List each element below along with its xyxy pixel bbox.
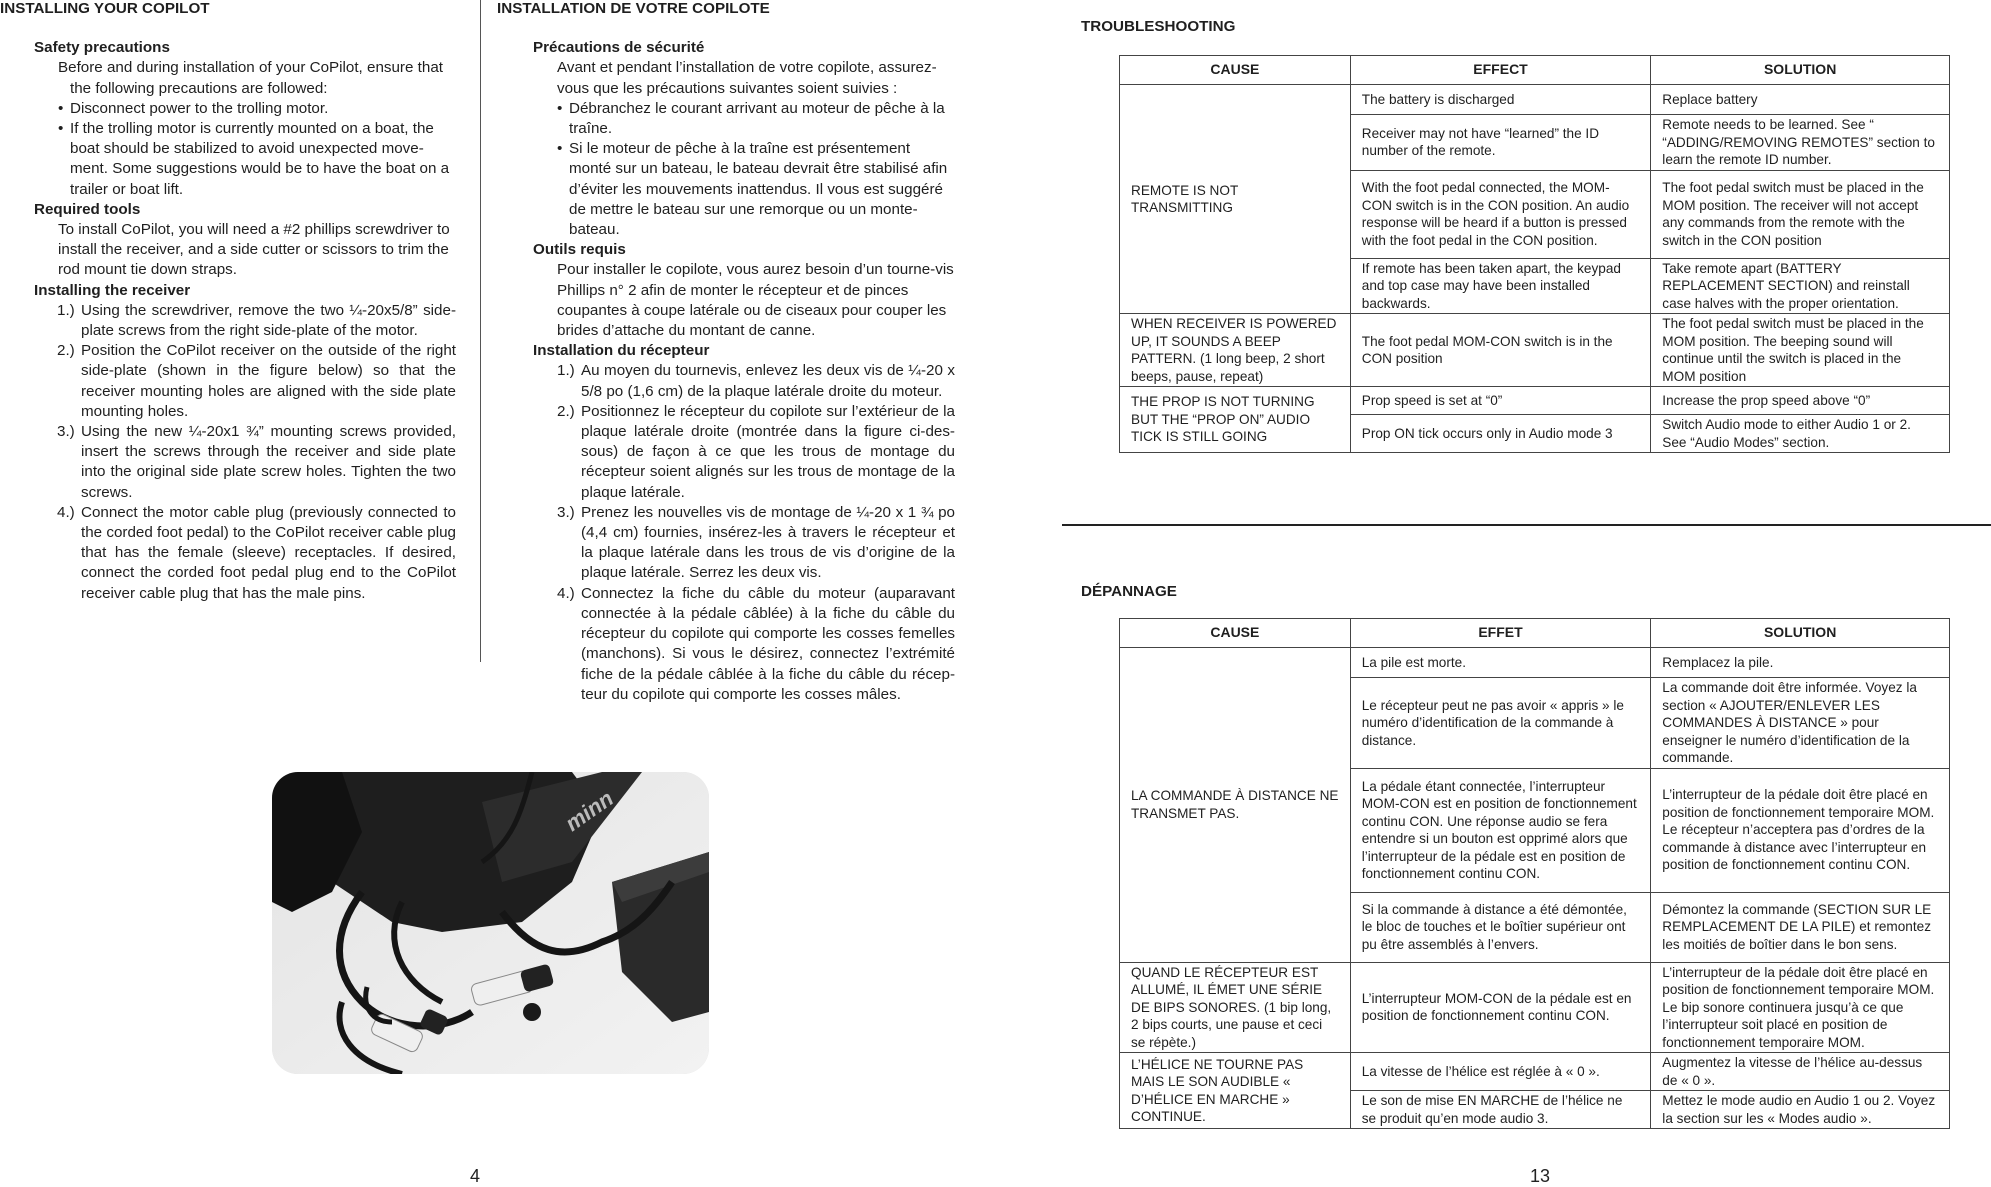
effect-cell: Si la commande à distance a été démontée, le bloc de touches et le boîtier supérieur ont pu être assemblés à l’envers. (1350, 892, 1651, 962)
table-header-row (1120, 619, 1950, 648)
list-item: 4.) Connect the motor cable plug (previously connected to the corded foot pedal) to the CoPilot receiver cable plug that has the female (sleeve) receptacles. If desired, connect the corded foot pedal plug end to the CoPilot receiver cable plug that has the male pins. (57, 503, 456, 602)
safety-intro-1: Before and during installation of your CoPilot, ensure that (58, 59, 443, 77)
solution-cell: La commande doit être informée. Voyez la section « AJOUTER/ENLEVER LES COMMANDES À DISTANCE » pour enseigner le numéro d’identification de la commande. (1651, 678, 1950, 769)
solution-cell: Replace battery (1651, 85, 1950, 115)
cause-cell: REMOTE IS NOT TRANSMITTING (1120, 85, 1351, 314)
table-header-row (1120, 56, 1950, 85)
receiver-heading: Installing the receiver (34, 281, 191, 299)
installing-title: INSTALLING YOUR COPILOT (0, 0, 210, 17)
safety-intro-fr: Avant et pendant l’installation de votre copilote, assurez-vous que les précautions suivantes soient suivies : (557, 59, 937, 97)
page-number-left: 4 (470, 1166, 481, 1186)
tools-text: To install CoPilot, you will need a #2 phillips screwdriver to install the receiver, and a side cutter or scissors to trim the rod mount tie down straps. (58, 221, 450, 279)
table-row (1120, 387, 1950, 415)
cause-cell: QUAND LE RÉCEPTEUR EST ALLUMÉ, IL ÉMET UNE SÉRIE DE BIPS SONORES. (1 bip long, 2 bips courts, une pause et ceci se répète.) (1120, 962, 1351, 1053)
effect-cell: L’interrupteur MOM-CON de la pédale est en position de fonctionnement continu CON. (1350, 962, 1651, 1053)
header-solution: SOLUTION (1651, 619, 1950, 648)
effect-cell: La vitesse de l’hélice est réglée à « 0 ». (1350, 1053, 1651, 1091)
effect-cell: Le son de mise EN MARCHE de l’hélice ne se produit qu’en mode audio 3. (1350, 1091, 1651, 1129)
effect-cell: Le récepteur peut ne pas avoir « appris » le numéro d’identification de la commande à distance. (1350, 678, 1651, 769)
list-item: 1.) Using the screwdriver, remove the two ¼-20x5/8” side-plate screws from the right side-plate of the motor. (57, 301, 456, 340)
effect-cell: Prop ON tick occurs only in Audio mode 3 (1350, 415, 1651, 453)
safety-heading: Safety precautions (34, 39, 170, 57)
french-steps-list (497, 361, 955, 704)
page-number-right: 13 (1530, 1166, 1551, 1186)
solution-cell: Mettez le mode audio en Audio 1 ou 2. Voyez la section sur les « Modes audio ». (1651, 1091, 1950, 1129)
safety-heading-fr: Précautions de sécurité (533, 39, 705, 57)
solution-cell: Take remote apart (BATTERY REPLACEMENT SECTION) and reinstall case halves with the proper orientation. (1651, 258, 1950, 314)
cause-cell: WHEN RECEIVER IS POWERED UP, IT SOUNDS A BEEP PATTERN. (1 long beep, 2 short beeps, pause, repeat) (1120, 314, 1351, 387)
tools-heading-fr: Outils requis (533, 241, 626, 259)
solution-cell: Remplacez la pile. (1651, 648, 1950, 678)
header-cause: CAUSE (1120, 56, 1351, 85)
solution-cell: L’interrupteur de la pédale doit être placé en position de fonctionnement temporaire MOM. Le bip sonore continuera jusqu’à ce que l’interrupteur soit placé en position de fonctionnement temporaire MOM. (1651, 962, 1950, 1053)
header-effect: EFFECT (1350, 56, 1651, 85)
table-row (1120, 648, 1950, 678)
effect-cell: With the foot pedal connected, the MOM-CON switch is in the CON position. An audio response will be heard if a button is pressed with the foot pedal in the CON position. (1350, 170, 1651, 258)
solution-cell: The foot pedal switch must be placed in the MOM position. The beeping sound will continue until the switch is placed in the MOM position (1651, 314, 1950, 387)
table-row (1120, 1053, 1950, 1091)
header-effect: EFFET (1350, 619, 1651, 648)
cause-cell: THE PROP IS NOT TURNING BUT THE “PROP ON” AUDIO TICK IS STILL GOING (1120, 387, 1351, 453)
effect-cell: La pile est morte. (1350, 648, 1651, 678)
effect-cell: The foot pedal MOM-CON switch is in the CON position (1350, 314, 1651, 387)
list-item: 2.) Positionnez le récepteur du copilote sur l’extérieur de la plaque latérale droite (montrée dans la figure ci-des-sous) de façon à ce que les trous de montage du récepteur soient alignés sur les trous de montage de la plaque latérale. (557, 402, 955, 501)
table-row (1120, 962, 1950, 1053)
installation-title-fr: INSTALLATION DE VOTRE COPILOTE (497, 0, 770, 17)
tools-text-fr: Pour installer le copilote, vous aurez besoin d’un tourne-vis Phillips n° 2 afin de monter le récepteur et de pinces coupantes à coupe latérale ou de ciseaux pour couper les brides d’attache du montant de canne. (557, 261, 954, 340)
effect-cell: If remote has been taken apart, the keypad and top case may have been installed backwards. (1350, 258, 1651, 314)
section-divider (1062, 524, 1991, 526)
receiver-installation-photo (272, 772, 709, 1074)
depannage-title: DÉPANNAGE (1081, 583, 1177, 600)
header-solution: SOLUTION (1651, 56, 1950, 85)
photo-brand-label: minn (560, 785, 618, 837)
solution-cell: Démontez la commande (SECTION SUR LE REMPLACEMENT DE LA PILE) et remontez les moitiés de boîtier dans le bon sens. (1651, 892, 1950, 962)
depannage-table (1119, 618, 1950, 1129)
solution-cell: Remote needs to be learned. See “ “ADDING/REMOVING REMOTES” section to learn the remote ID number. (1651, 115, 1950, 171)
list-item: 3.) Using the new ¼-20x1 ¾” mounting screws provided, insert the screws through the receiver and side plate into the original side plate screw holes. Tighten the two screws. (57, 423, 456, 501)
table-row (1120, 314, 1950, 387)
troubleshooting-table (1119, 55, 1950, 453)
tools-heading: Required tools (34, 200, 141, 218)
cause-cell: LA COMMANDE À DISTANCE NE TRANSMET PAS. (1120, 648, 1351, 963)
receiver-heading-fr: Installation du récepteur (533, 342, 710, 360)
safety-intro-2: the following precautions are followed: (70, 79, 328, 97)
solution-cell: The foot pedal switch must be placed in the MOM position. The receiver will not accept any commands from the remote with the switch in the CON position (1651, 170, 1950, 258)
list-item: 2.) Position the CoPilot receiver on the outside of the right side-plate (shown in the figure below) so that the receiver mounting holes are aligned with the side plate mounting holes. (57, 342, 456, 420)
troubleshooting-title: TROUBLESHOOTING (1081, 18, 1236, 35)
bullet-stabilize-fr: • Si le moteur de pêche à la traîne est présentement monté sur un bateau, le bateau devrait être stabilisé afin d’éviter les mouvements inattendus. Il vous est suggéré de mettre le bateau sur une remorque ou un monte-bateau. (557, 139, 955, 240)
solution-cell: Switch Audio mode to either Audio 1 or 2. See “Audio Modes” section. (1651, 415, 1950, 453)
column-divider (480, 0, 481, 662)
french-installation-column (497, 0, 955, 705)
bullet-disconnect-fr: • Débranchez le courant arrivant au moteur de pêche à la traîne. (557, 99, 955, 139)
english-steps-list (0, 301, 456, 604)
effect-cell: La pédale étant connectée, l’interrupteur MOM-CON est en position de fonctionnement continu CON. Une réponse audio se fera entendre si un bouton est opprimé alors que l’interrupteur de la pédale est en position de fonctionnement continu CON. (1350, 768, 1651, 892)
list-item: 3.) Prenez les nouvelles vis de montage de ¼-20 x 1 ¾ po (4,4 cm) fournies, insérez-les à travers le récepteur et la plaque latérale dans les trous de vis d’origine de la plaque latérale. Serrez les deux vis. (557, 503, 955, 582)
list-item: 1.) Au moyen du tournevis, enlevez les deux vis de ¼-20 x 5/8 po (1,6 cm) de la plaque latérale droite du moteur. (557, 362, 955, 400)
list-item: 4.) Connectez la fiche du câble du moteur (auparavant connectée à la pédale câblée) à la fiche du câble du récepteur du copilote qui comporte les cosses femelles (manchons). Si vous le désirez, connectez l’extrémité fiche de la pédale câblée à la fiche du câble du récep-teur du copilote qui comporte les cosses mâles. (557, 584, 955, 703)
effect-cell: Receiver may not have “learned” the ID number of the remote. (1350, 115, 1651, 171)
table-row (1120, 85, 1950, 115)
photo-illustration (272, 772, 709, 1074)
header-cause: CAUSE (1120, 619, 1351, 648)
english-installation-column (0, 0, 456, 604)
effect-cell: The battery is discharged (1350, 85, 1651, 115)
bullet-stabilize: • If the trolling motor is currently mounted on a boat, the boat should be stabilized to avoid unexpected move- ment. Some suggestions would be to have the boat on a trailer or boat lift. (58, 119, 456, 200)
solution-cell: Augmentez la vitesse de l’hélice au-dessus de « 0 ». (1651, 1053, 1950, 1091)
effect-cell: Prop speed is set at “0” (1350, 387, 1651, 415)
solution-cell: L’interrupteur de la pédale doit être placé en position de fonctionnement temporaire MOM. Le récepteur n’acceptera pas d’ordres de la commande à distance avec l’interrupteur en position de fonctionnement continu CON. (1651, 768, 1950, 892)
cause-cell: L’HÉLICE NE TOURNE PAS MAIS LE SON AUDIBLE « D’HÉLICE EN MARCHE » CONTINUE. (1120, 1053, 1351, 1129)
solution-cell: Increase the prop speed above “0” (1651, 387, 1950, 415)
bullet-disconnect: • Disconnect power to the trolling motor. (58, 99, 456, 119)
